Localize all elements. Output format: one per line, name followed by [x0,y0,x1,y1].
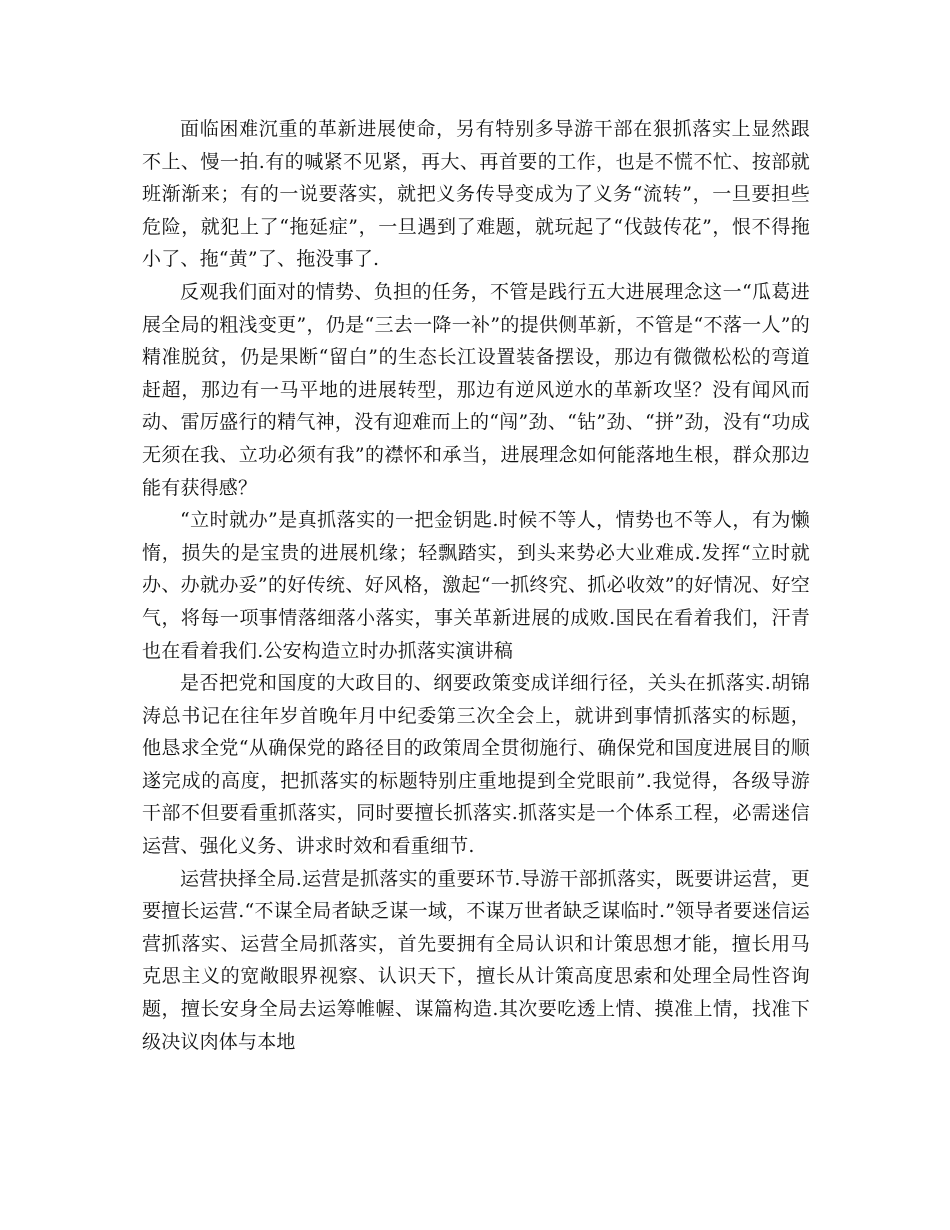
paragraph-5: 运营抉择全局.运营是抓落实的重要环节.导游干部抓落实，既要讲运营，更要擅长运营.“不谋全局者缺乏谋一域，不谋万世者缺乏谋临时.”领导者要迷信运营抓落实、运营全局抓落实，首先要拥有全局认识和计策思想才能，擅长用马克思主义的宽敞眼界视察、认识天下，擅长从计策高度思索和处理全局性咨询题，擅长安身全局去运筹帷幄、谋篇构造.其次要吃透上情、摸准上情，找准下级决议肉体与本地 [142,867,810,1053]
document-body [142,113,810,1058]
paragraph-4: 是否把党和国度的大政目的、纲要政策变成详细行径，关头在抓落实.胡锦涛总书记在往年岁首晚年月中纪委第三次全会上，就讲到事情抓落实的标题，他恳求全党“从确保党的路径目的政策周全贯彻施行、确保党和国度进展目的顺遂完成的高度，把抓落实的标题特别庄重地提到全党眼前”.我觉得，各级导游干部不但要看重抓落实，同时要擅长抓落实.抓落实是一个体系工程，必需迷信运营、强化义务、讲求时效和看重细节. [142,672,810,858]
paragraph-1: 面临困难沉重的革新进展使命，另有特别多导游干部在狠抓落实上显然跟不上、慢一拍.有的喊紧不见紧，再大、再首要的工作，也是不慌不忙、按部就班渐渐来；有的一说要落实，就把义务传导变成为了义务“流转”，一旦要担些危险，就犯上了“拖延症”，一旦遇到了难题，就玩起了“伐鼓传花”，恨不得拖小了、拖“黄”了、拖没事了. [142,118,810,271]
paragraph-3: “立时就办”是真抓落实的一把金钥匙.时候不等人，情势也不等人，有为懒惰，损失的是宝贵的进展机缘；轻飘踏实，到头来势必大业难成.发挥“立时就办、办就办妥”的好传统、好风格，激起“一抓终究、抓必收效”的好情况、好空气，将每一项事情落细落小落实，事关革新进展的成败.国民在看着我们，汗青也在看着我们.公安构造立时办抓落实演讲稿 [142,509,810,662]
paragraph-2: 反观我们面对的情势、负担的任务，不管是践行五大进展理念这一“瓜葛进展全局的粗浅变更”，仍是“三去一降一补”的提供侧革新，不管是“不落一人”的精准脱贫，仍是果断“留白”的生态长江设置装备摆设，那边有微微松松的弯道赶超，那边有一马平地的进展转型，那边有逆风逆水的革新攻坚？没有闻风而动、雷厉盛行的精气神，没有迎难而上的“闯”劲、“钻”劲、“拼”劲，没有“功成无须在我、立功必须有我”的襟怀和承当，进展理念如何能落地生根，群众那边能有获得感？ [142,280,810,499]
